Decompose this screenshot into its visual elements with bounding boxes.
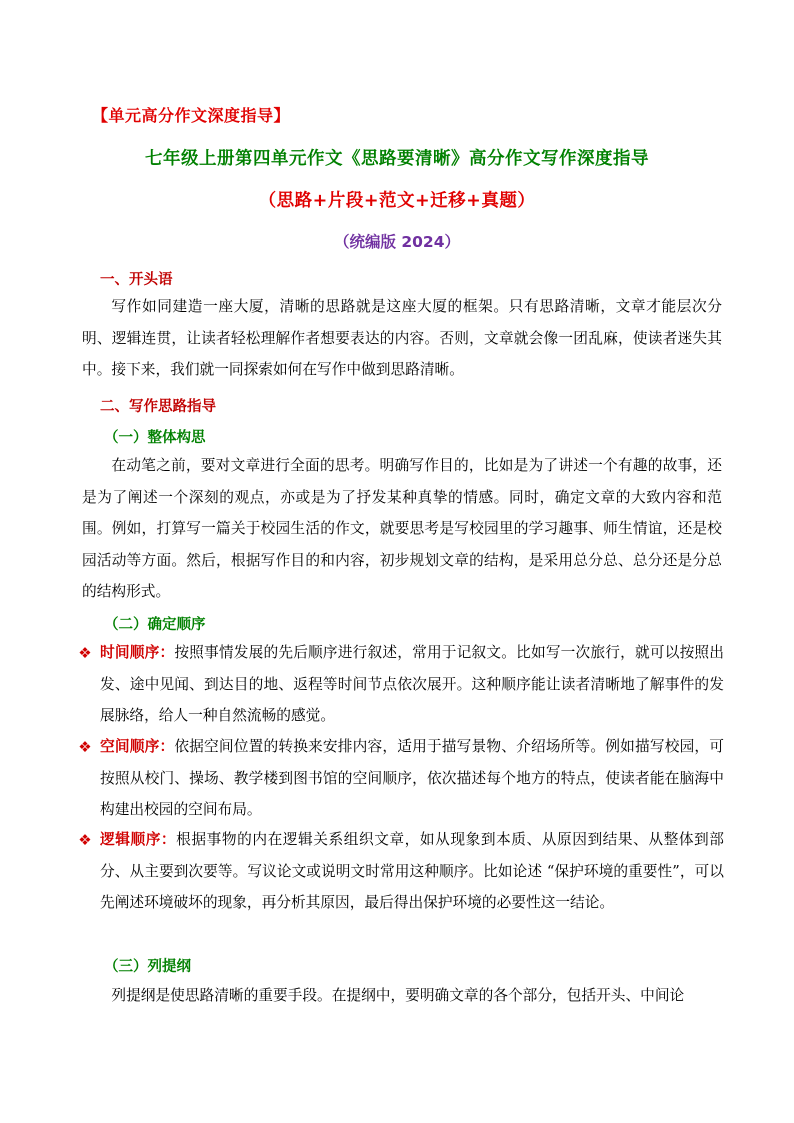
- opening-paragraph: 写作如同建造一座大厦，清晰的思路就是这座大厦的框架。只有思路清晰，文章才能层次分明、逻辑连贯，让读者轻松理解作者想要表达的内容。否则，文章就会像一团乱麻，使读者迷失其中。接下来，我们就一同探索如何在写作中做到思路清晰。: [82, 298, 722, 378]
- diamond-bullet-icon: ❖: [78, 738, 92, 756]
- list-item-logic-order: [76, 824, 724, 919]
- list-item-text: 依据空间位置的转换来安排内容，适用于描写景物、介绍场所等。例如描写校园，可按照从校门、操场、教学楼到图书馆的空间顺序，依次描述每个地方的特点，使读者能在脑海中构建出校园的空间布局。: [100, 738, 724, 818]
- subsection-heading-outline: （三）列提纲: [104, 959, 191, 975]
- section-heading-writing-guide: 二、写作思路指导: [100, 399, 216, 415]
- list-item-term: 逻辑顺序：: [100, 831, 177, 848]
- subsection-heading-order: （二）确定顺序: [104, 617, 206, 633]
- list-item-term: 空间顺序：: [100, 738, 175, 755]
- unit-tag: 【单元高分作文深度指导】: [92, 106, 291, 125]
- diamond-bullet-icon: ❖: [78, 831, 92, 849]
- list-item-space-order: [76, 731, 724, 826]
- document-title: 七年级上册第四单元作文《思路要清晰》高分作文写作深度指导: [145, 149, 649, 169]
- document-subtitle: （思路+片段+范文+迁移+真题）: [258, 191, 536, 211]
- section-heading-opening: 一、开头语: [100, 272, 173, 288]
- edition-label: （统编版 2024）: [333, 233, 461, 251]
- list-item-term: 时间顺序：: [100, 644, 175, 661]
- list-item-text: 按照事情发展的先后顺序进行叙述，常用于记叙文。比如写一次旅行，就可以按照出发、途中见闻、到达目的地、返程等时间节点依次展开。这种顺序能让读者清晰地了解事件的发展脉络，给人一种自然流畅的感觉。: [100, 644, 724, 724]
- outline-paragraph: 列提纲是使思路清晰的重要手段。在提纲中，要明确文章的各个部分，包括开头、中间论: [111, 987, 685, 1004]
- list-item-text: 根据事物的内在逻辑关系组织文章，如从现象到本质、从原因到结果、从整体到部分、从主要到次要等。写议论文或说明文时常用这种顺序。比如论述 “保护环境的重要性”，可以先阐述环境破坏的现象，再分析其原因，最后得出保护环境的必要性这一结论。: [100, 831, 724, 911]
- overall-plan-paragraph: 在动笔之前，要对文章进行全面的思考。明确写作目的，比如是为了讲述一个有趣的故事，还是为了阐述一个深刻的观点，亦或是为了抒发某种真挚的情感。同时，确定文章的大致内容和范围。例如，打算写一篇关于校园生活的作文，就要思考是写校园里的学习趣事、师生情谊，还是校园活动等方面。然后，根据写作目的和内容，初步规划文章的结构，是采用总分总、总分还是分总的结构形式。: [82, 457, 722, 600]
- subsection-heading-overall-plan: （一）整体构思: [104, 430, 206, 446]
- list-item-time-order: [76, 637, 724, 732]
- diamond-bullet-icon: ❖: [78, 644, 92, 662]
